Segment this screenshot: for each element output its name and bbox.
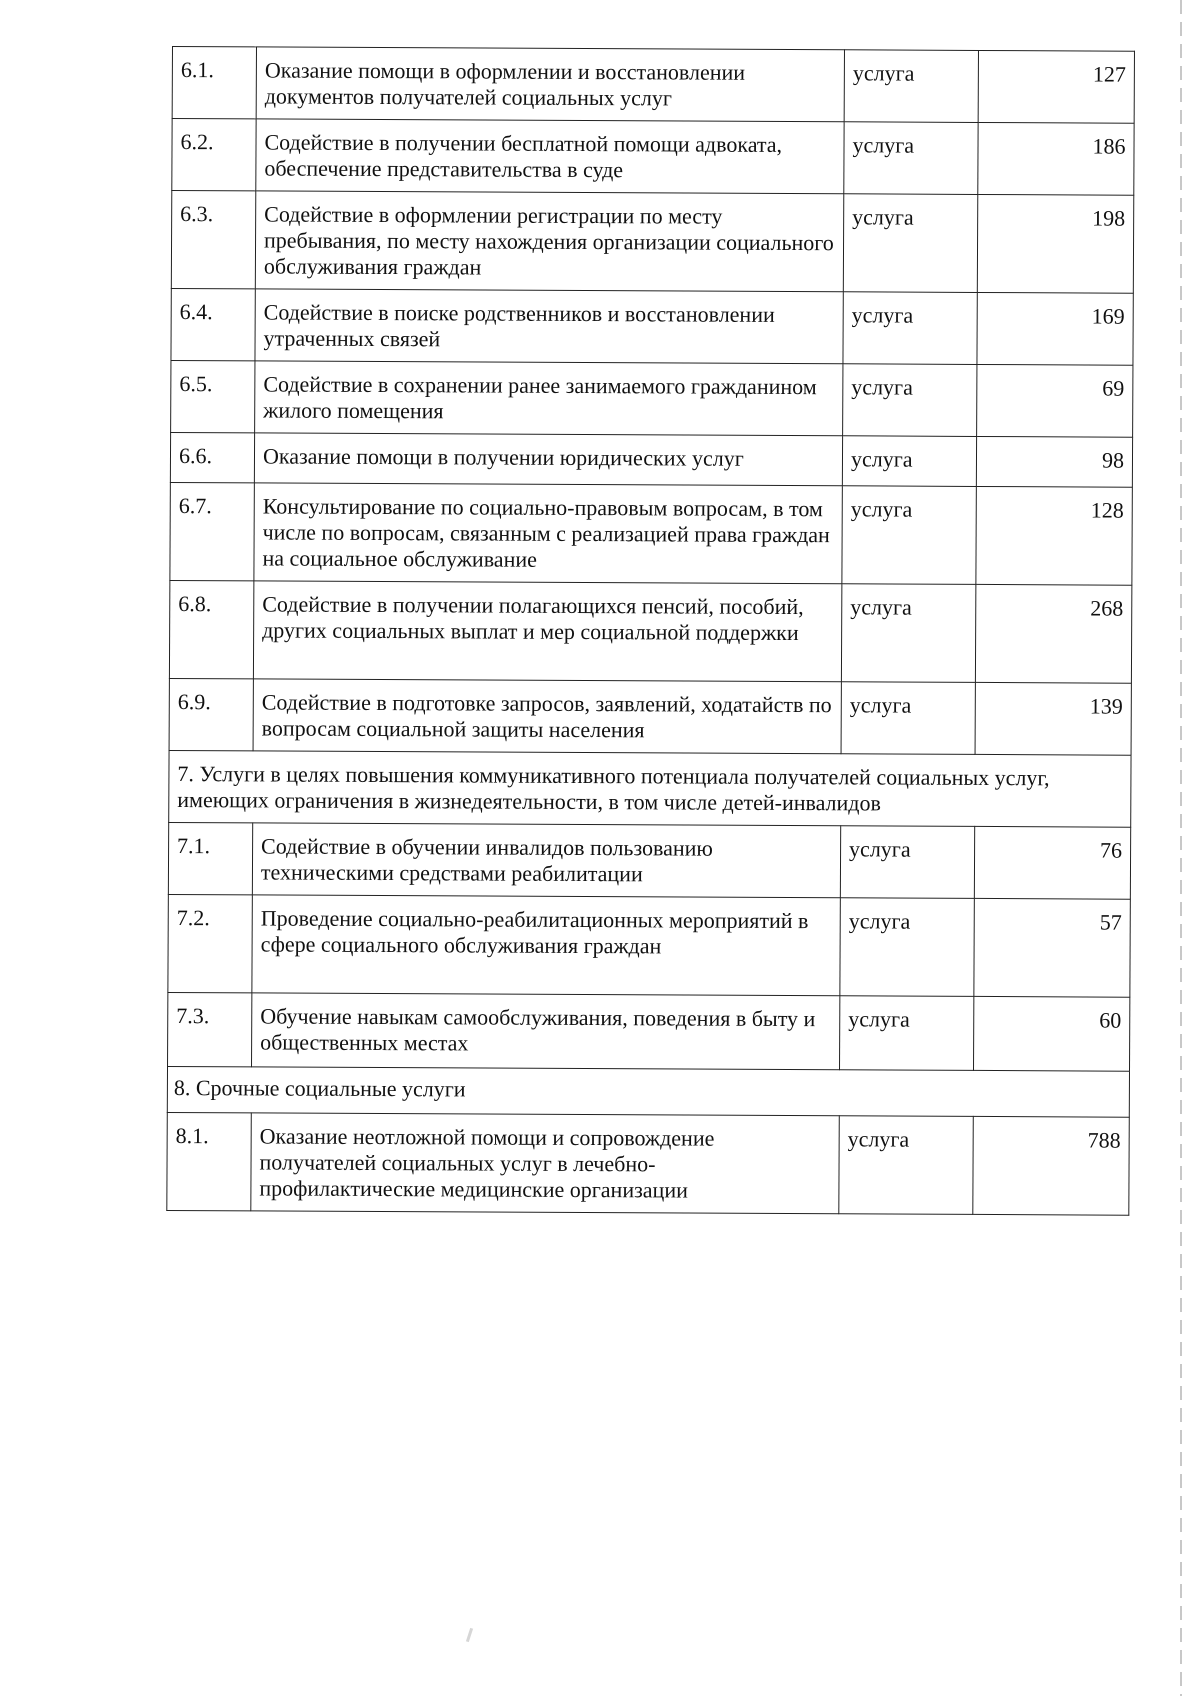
service-unit: услуга xyxy=(840,826,974,899)
service-name: Обучение навыкам самообслуживания, поведения в быту и общественных местах xyxy=(252,993,840,1070)
table-row xyxy=(169,678,1131,755)
row-number: 6.3. xyxy=(171,191,255,289)
service-unit: услуга xyxy=(839,1116,973,1215)
service-value: 788 xyxy=(973,1116,1129,1215)
service-value: 98 xyxy=(976,436,1132,487)
row-number: 7.3. xyxy=(168,992,252,1066)
service-name: Оказание помощи в получении юридических услуг xyxy=(254,433,842,486)
table-row xyxy=(171,288,1133,365)
table-row xyxy=(171,360,1133,437)
row-number: 6.4. xyxy=(171,288,255,360)
service-unit: услуга xyxy=(841,682,975,755)
service-name: Оказание помощи в оформлении и восстановлении документов получателей социальных услуг xyxy=(256,47,844,122)
row-number: 7.2. xyxy=(168,894,252,992)
service-unit: услуга xyxy=(841,584,975,683)
service-name: Оказание неотложной помощи и сопровождение получателей социальных услуг в лечебно-профилактические медицинские организации xyxy=(251,1113,839,1214)
service-name: Содействие в оформлении регистрации по месту пребывания, по месту нахождения организации социального обслуживания граждан xyxy=(255,191,843,292)
section-heading: 8. Срочные социальные услуги xyxy=(167,1066,1129,1117)
page-edge-artifact xyxy=(1180,0,1182,1696)
row-number: 6.7. xyxy=(170,482,254,580)
row-number: 7.1. xyxy=(168,822,252,894)
table-row xyxy=(172,47,1134,124)
service-unit: услуга xyxy=(840,996,974,1071)
service-unit: услуга xyxy=(842,486,976,585)
service-value: 139 xyxy=(975,682,1131,755)
service-name: Проведение социально-реабилитационных мероприятий в сфере социального обслуживания граждан xyxy=(252,895,840,996)
service-value: 127 xyxy=(978,50,1134,123)
service-unit: услуга xyxy=(843,194,977,293)
service-value: 169 xyxy=(977,292,1133,365)
table-row xyxy=(168,992,1130,1071)
service-name: Содействие в сохранении ранее занимаемого гражданином жилого помещения xyxy=(255,361,843,436)
table-row xyxy=(172,119,1134,196)
service-name: Содействие в обучении инвалидов пользованию техническими средствами реабилитации xyxy=(252,823,840,898)
service-unit: услуга xyxy=(844,122,978,195)
service-value: 198 xyxy=(977,194,1133,293)
service-value: 268 xyxy=(975,584,1131,683)
service-unit: услуга xyxy=(843,364,977,437)
service-value: 69 xyxy=(977,364,1133,437)
service-value: 186 xyxy=(978,122,1134,195)
service-unit: услуга xyxy=(844,50,978,123)
service-name: Консультирование по социально-правовым вопросам, в том числе по вопросам, связанным с реализацией права граждан на социальное обслуживание xyxy=(254,483,842,584)
row-number: 6.8. xyxy=(169,580,253,678)
service-name: Содействие в получении бесплатной помощи адвоката, обеспечение представительства в суде xyxy=(256,119,844,194)
table-row xyxy=(168,894,1130,997)
service-value: 57 xyxy=(974,898,1130,997)
service-name: Содействие в подготовке запросов, заявлений, ходатайств по вопросам социальной защиты населения xyxy=(253,679,841,754)
section-row xyxy=(167,1066,1129,1117)
row-number: 6.2. xyxy=(172,119,256,191)
services-table xyxy=(166,46,1135,1216)
service-unit: услуга xyxy=(842,436,976,487)
row-number: 6.1. xyxy=(172,47,256,119)
service-name: Содействие в получении полагающихся пенсий, пособий, других социальных выплат и мер социальной поддержки xyxy=(253,581,841,682)
service-value: 128 xyxy=(976,486,1132,585)
service-value: 60 xyxy=(974,996,1130,1071)
row-number: 6.6. xyxy=(170,432,254,482)
table-row xyxy=(170,482,1132,585)
row-number: 6.5. xyxy=(171,360,255,432)
service-unit: услуга xyxy=(840,898,974,997)
table-row xyxy=(168,822,1130,899)
table-row xyxy=(171,191,1133,294)
table-row xyxy=(167,1112,1129,1215)
row-number: 6.9. xyxy=(169,678,253,750)
table-row xyxy=(169,580,1131,683)
service-unit: услуга xyxy=(843,292,977,365)
row-number: 8.1. xyxy=(167,1112,251,1210)
scan-speck xyxy=(466,1628,473,1642)
service-value: 76 xyxy=(974,826,1130,899)
service-name: Содействие в поиске родственников и восстановлении утраченных связей xyxy=(255,289,843,364)
table-row xyxy=(170,432,1132,487)
section-row xyxy=(169,750,1131,827)
section-heading: 7. Услуги в целях повышения коммуникативного потенциала получателей социальных услуг, имеющих ограничения в жизнедеятельности, в том числе детей-инвалидов xyxy=(169,750,1131,827)
